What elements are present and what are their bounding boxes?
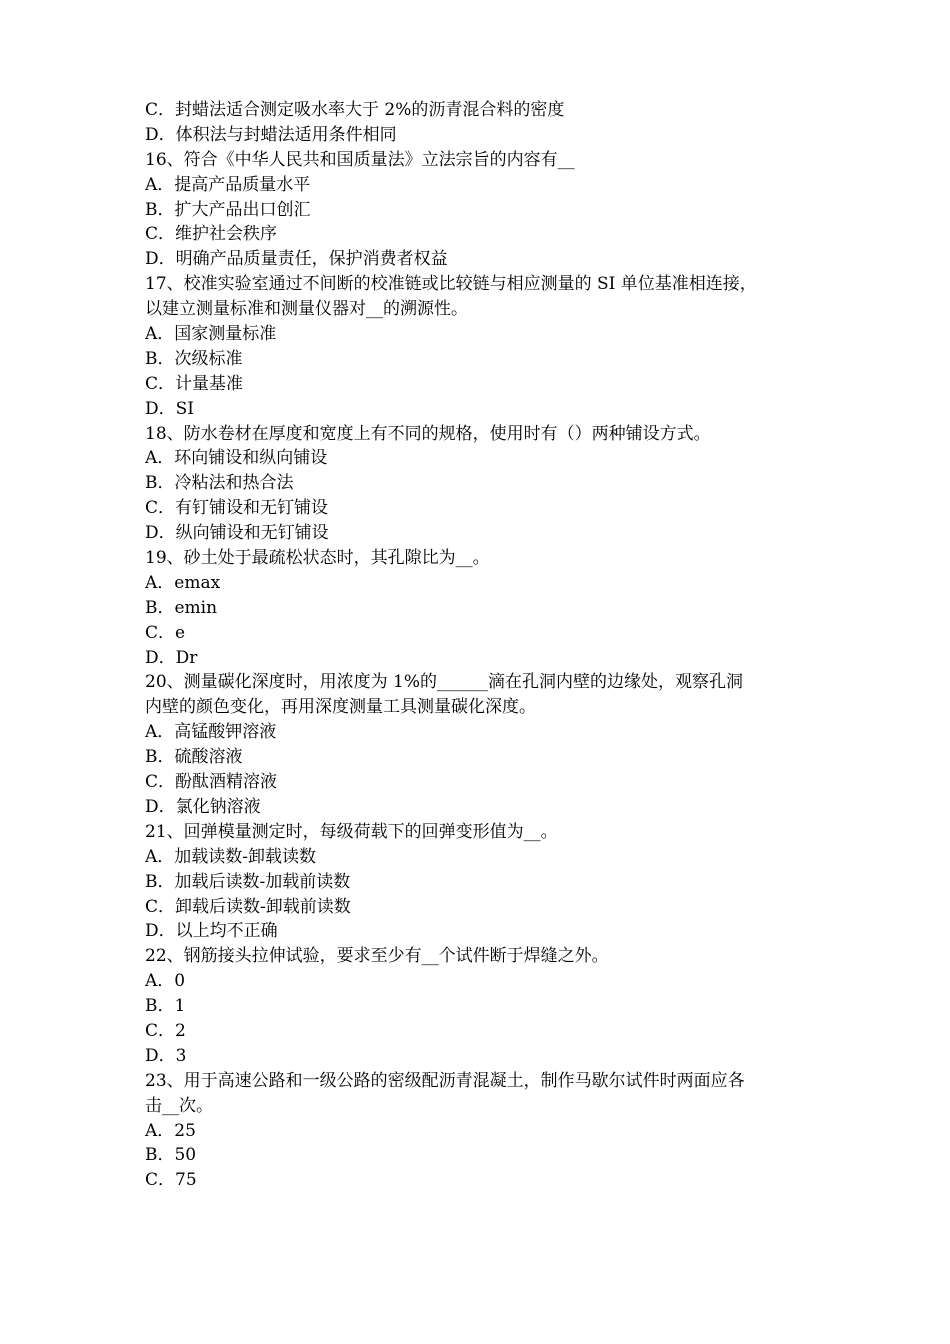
option-line: B．冷粘法和热合法 [145,473,294,494]
option-line: C．卸载后读数-卸载前读数 [145,896,351,917]
question-line: 击__次。 [145,1095,213,1116]
option-line: B．硫酸溶液 [145,747,243,768]
question-line: 22、钢筋接头拉伸试验，要求至少有__个试件断于焊缝之外。 [145,946,609,967]
option-line: A．0 [145,971,186,992]
question-line: 18、防水卷材在厚度和宽度上有不同的规格，使用时有（）两种铺设方式。 [145,423,711,444]
question-line: 内壁的颜色变化，再用深度测量工具测量碳化深度。 [145,697,536,718]
document-page [145,98,815,1193]
question-line: 21、回弹模量测定时，每级荷载下的回弹变形值为__。 [145,821,558,842]
question-line: 17、校准实验室通过不间断的校准链或比较链与相应测量的 SI 单位基准相连接， [145,274,757,295]
option-line: D．3 [145,1045,187,1066]
option-line: A．25 [145,1120,196,1141]
question-line: 16、符合《中华人民共和国质量法》立法宗旨的内容有__ [145,149,575,170]
option-line: B．加载后读数-加载前读数 [145,871,351,892]
option-line: D．氯化钠溶液 [145,796,261,817]
option-line: C．有钉铺设和无钉铺设 [145,498,329,519]
option-line: B．次级标准 [145,348,243,369]
option-line: B．emin [145,597,218,618]
option-line: C．75 [145,1170,197,1191]
option-line: D．Dr [145,647,198,668]
option-line: D．以上均不正确 [145,921,278,942]
option-line: B．扩大产品出口创汇 [145,199,311,220]
option-line: D．SI [145,398,194,419]
option-line: C．2 [145,1020,186,1041]
option-line: C．维护社会秩序 [145,224,278,245]
question-line: 以建立测量标准和测量仪器对__的溯源性。 [145,299,468,320]
question-line: 19、砂土处于最疏松状态时，其孔隙比为__。 [145,548,490,569]
option-line: D．纵向铺设和无钉铺设 [145,523,329,544]
option-line: D．明确产品质量责任，保护消费者权益 [145,249,448,270]
option-line: C．酚酞酒精溶液 [145,772,278,793]
option-line: A．环向铺设和纵向铺设 [145,448,328,469]
option-line: B．50 [145,1145,197,1166]
option-line: A．高锰酸钾溶液 [145,722,277,743]
option-line: C．封蜡法适合测定吸水率大于 2%的沥青混合料的密度 [145,100,565,120]
option-line: C．计量基准 [145,373,244,394]
option-line: A．加载读数-卸载读数 [145,846,317,867]
option-line: B．1 [145,996,186,1017]
question-line: 23、用于高速公路和一级公路的密级配沥青混凝土，制作马歇尔试件时两面应各 [145,1070,745,1091]
question-line: 20、测量碳化深度时，用浓度为 1%的______滴在孔洞内壁的边缘处，观察孔洞 [145,672,744,693]
option-line: A．emax [145,572,221,593]
option-line: D．体积法与封蜡法适用条件相同 [145,124,397,145]
option-line: C．e [145,622,186,643]
option-line: A．提高产品质量水平 [145,174,311,195]
option-line: A．国家测量标准 [145,324,277,345]
